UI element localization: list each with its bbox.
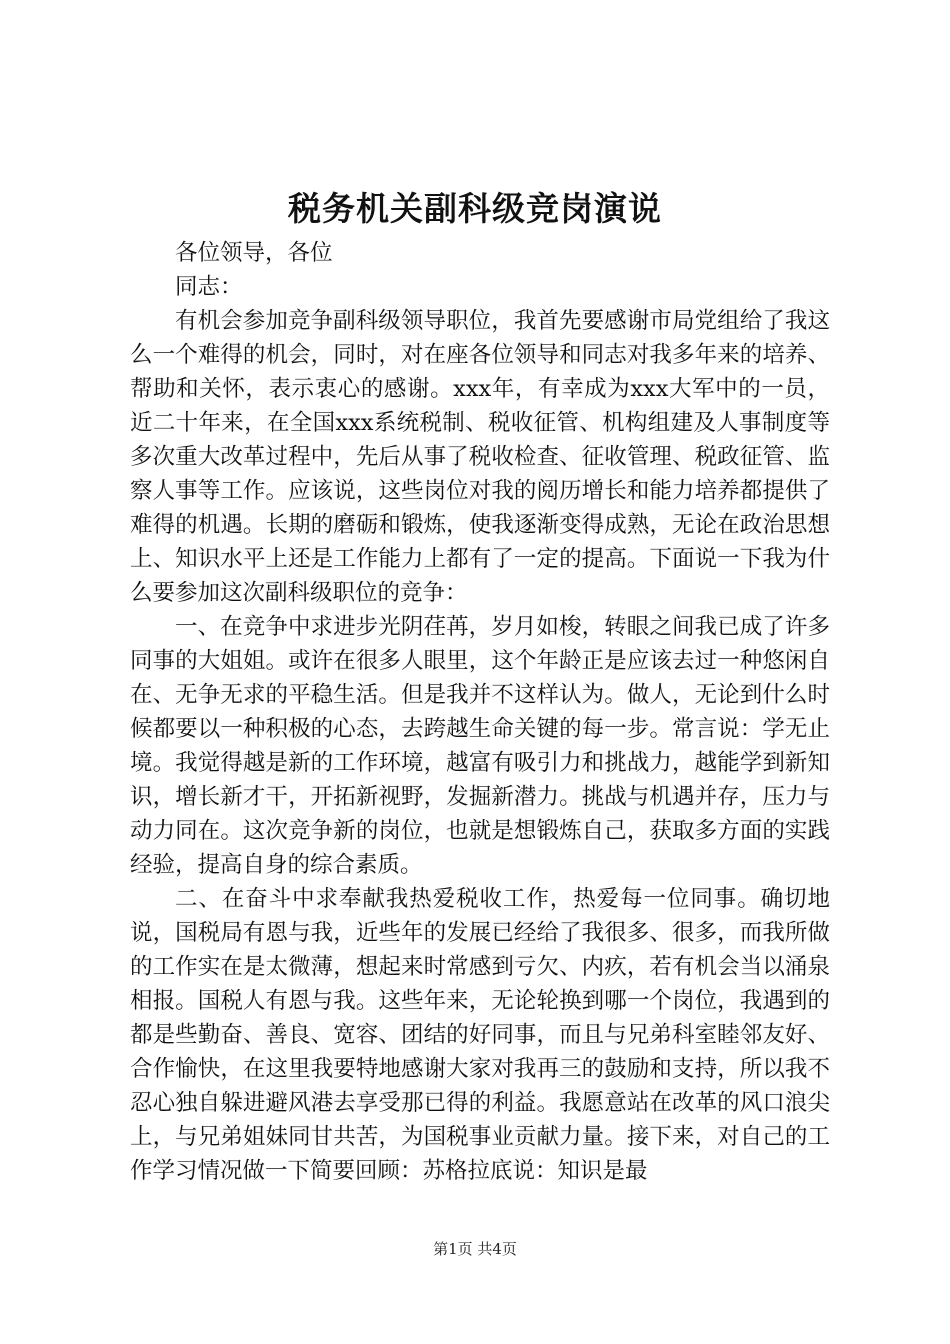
salutation-line-2: 同志：	[175, 274, 243, 300]
body-paragraph-intro: 有机会参加竞争副科级领导职位，我首先要感谢市局党组给了我这么一个难得的机会，同时，对在座各位领导和同志对我多年来的培养、帮助和关怀，表示衷心的感谢。xxx年，有幸成为xxx大军中的一员，近二十年来，在全国xxx系统税制、税收征管、机构组建及人事制度等多次重大改革过程中，先后从事了税收检查、征收管理、税政征管、监察人事等工作。应该说，这些岗位对我的阅历增长和能力培养都提供了难得的机遇。长期的磨砺和锻炼，使我逐渐变得成熟，无论在政治思想上、知识水平上还是工作能力上都有了一定的提高。下面说一下我为什么要参加这次副科级职位的竞争：	[130, 308, 830, 606]
document-title: 税务机关副科级竞岗演说	[288, 189, 662, 228]
document-body	[130, 236, 830, 1188]
body-paragraph-section-2: 二、在奋斗中求奉献我热爱税收工作，热爱每一位同事。确切地说，国税局有恩与我，近些年的发展已经给了我很多、很多，而我所做的工作实在是太微薄，想起来时常感到亏欠、内疚，若有机会当以涌泉相报。国税人有恩与我。这些年来，无论轮换到哪一个岗位，我遇到的都是些勤奋、善良、宽容、团结的好同事，而且与兄弟科室睦邻友好、合作愉快，在这里我要特地感谢大家对我再三的鼓励和支持，所以我不忍心独自躲进避风港去享受那已得的利益。我愿意站在改革的风口浪尖上，与兄弟姐妹同甘共苦，为国税事业贡献力量。接下来，对自己的工作学习情况做一下简要回顾：苏格拉底说：知识是最	[130, 886, 830, 1184]
body-paragraph-section-1: 一、在竞争中求进步光阴荏苒，岁月如梭，转眼之间我已成了许多同事的大姐姐。或许在很多人眼里，这个年龄正是应该去过一种悠闲自在、无争无求的平稳生活。但是我并不这样认为。做人，无论到什么时候都要以一种积极的心态，去跨越生命关键的每一步。常言说：学无止境。我觉得越是新的工作环境，越富有吸引力和挑战力，越能学到新知识，增长新才干，开拓新视野，发掘新潜力。挑战与机遇并存，压力与动力同在。这次竞争新的岗位，也就是想锻炼自己，获取多方面的实践经验，提高自身的综合素质。	[130, 614, 830, 878]
salutation-line-1: 各位领导，各位	[175, 240, 333, 266]
page-footer: 第1页 共4页	[433, 1240, 517, 1258]
